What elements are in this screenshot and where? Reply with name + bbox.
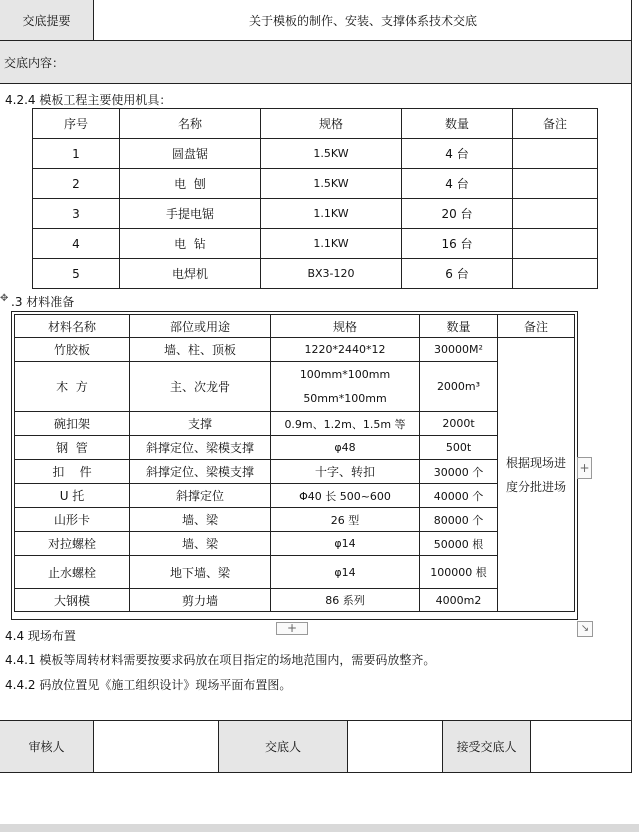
signature-row [0, 720, 632, 773]
cell: 1.5KW [261, 139, 402, 169]
col-header: 规格 [261, 109, 402, 139]
table-row [15, 508, 575, 532]
material-name: 钢 管 [15, 436, 130, 460]
site-heading: 4.4 现场布置 [5, 629, 76, 643]
material-qty: 40000 个 [420, 484, 498, 508]
content-label: 交底内容： [0, 41, 632, 84]
material-spec: φ14 [271, 556, 420, 589]
material-use: 墙、梁 [130, 532, 271, 556]
material-use: 斜撑定位 [130, 484, 271, 508]
reviewer-label: 审核人 [0, 721, 94, 772]
table-row [15, 412, 575, 436]
paragraph-441: 4.4.1 模板等周转材料需要按要求码放在项目指定的场地范围内，需要码放整齐。 [5, 653, 436, 667]
material-qty: 2000m³ [420, 362, 498, 412]
material-spec: Φ40 长 500~600 [271, 484, 420, 508]
material-use: 主、次龙骨 [130, 362, 271, 412]
col-header: 数量 [420, 315, 498, 338]
add-row-icon[interactable]: + [276, 622, 308, 635]
discloser-label: 交底人 [219, 721, 348, 772]
material-qty: 100000 根 [420, 556, 498, 589]
table-move-icon[interactable]: ✥ [0, 293, 9, 304]
material-use: 斜撑定位、梁模支撑 [130, 436, 271, 460]
col-header: 序号 [33, 109, 120, 139]
add-column-icon[interactable]: + [577, 457, 592, 479]
tools-table [32, 108, 598, 289]
cell: 4 [33, 229, 120, 259]
material-qty: 50000 根 [420, 532, 498, 556]
cell: 电 刨 [120, 169, 261, 199]
table-row [33, 229, 598, 259]
table-row [15, 589, 575, 612]
cell [513, 139, 598, 169]
material-spec-line: 50mm*100mm [303, 391, 387, 405]
table-row [15, 338, 575, 362]
table-row [33, 199, 598, 229]
cell: BX3-120 [261, 259, 402, 289]
material-qty: 4000m2 [420, 589, 498, 612]
cell: 6 台 [402, 259, 513, 289]
cell: 2 [33, 169, 120, 199]
header-title: 关于模板的制作、安装、支撑体系技术交底 [248, 13, 477, 28]
cell [513, 229, 598, 259]
discloser-signature-field[interactable] [348, 721, 443, 772]
table-header-row [15, 315, 575, 338]
material-spec: 86 系列 [271, 589, 420, 612]
material-use: 墙、柱、顶板 [130, 338, 271, 362]
col-header: 材料名称 [15, 315, 130, 338]
col-header: 名称 [120, 109, 261, 139]
material-spec [271, 362, 420, 412]
material-qty: 30000 个 [420, 460, 498, 484]
cell: 1 [33, 139, 120, 169]
material-spec: 0.9m、1.2m、1.5m 等 [271, 412, 420, 436]
tools-heading: 4.2.4 模板工程主要使用机具： [5, 93, 172, 107]
cell [513, 169, 598, 199]
table-header-row [33, 109, 598, 139]
material-spec: φ48 [271, 436, 420, 460]
material-remark: 根据现场进度分批进场 [498, 338, 575, 612]
table-row [15, 460, 575, 484]
material-use: 剪力墙 [130, 589, 271, 612]
table-row [15, 484, 575, 508]
receiver-label: 接受交底人 [443, 721, 531, 772]
material-name: 止水螺栓 [15, 556, 130, 589]
col-header: 备注 [498, 315, 575, 338]
material-name: 山形卡 [15, 508, 130, 532]
table-row [33, 169, 598, 199]
table-row [33, 139, 598, 169]
material-spec-line: 100mm*100mm [299, 367, 391, 381]
cell: 电焊机 [120, 259, 261, 289]
table-row [15, 362, 575, 412]
material-name: 木 方 [15, 362, 130, 412]
material-qty: 500t [420, 436, 498, 460]
header-label: 交底提要 [0, 0, 94, 40]
table-row [15, 532, 575, 556]
material-qty: 30000M² [420, 338, 498, 362]
material-name: 竹胶板 [15, 338, 130, 362]
material-qty: 80000 个 [420, 508, 498, 532]
header-row [0, 0, 632, 41]
material-spec: 1220*2440*12 [271, 338, 420, 362]
reviewer-signature-field[interactable] [94, 721, 219, 772]
material-name: 大钢模 [15, 589, 130, 612]
cell: 4 台 [402, 169, 513, 199]
table-row [15, 556, 575, 589]
col-header: 备注 [513, 109, 598, 139]
material-name: 对拉螺栓 [15, 532, 130, 556]
material-spec: 十字、转扣 [271, 460, 420, 484]
cell: 电 钻 [120, 229, 261, 259]
table-row [15, 436, 575, 460]
receiver-signature-field[interactable] [531, 721, 631, 772]
cell: 20 台 [402, 199, 513, 229]
materials-heading: .3 材料准备 [11, 295, 75, 309]
cell: 手提电锯 [120, 199, 261, 229]
cell [513, 259, 598, 289]
material-use: 斜撑定位、梁模支撑 [130, 460, 271, 484]
cell: 1.1KW [261, 229, 402, 259]
cell: 圆盘锯 [120, 139, 261, 169]
materials-table [14, 314, 575, 612]
material-name: 扣 件 [15, 460, 130, 484]
material-use: 墙、梁 [130, 508, 271, 532]
cell: 3 [33, 199, 120, 229]
cell: 16 台 [402, 229, 513, 259]
material-qty: 2000t [420, 412, 498, 436]
cell: 5 [33, 259, 120, 289]
page-bottom-bar [0, 824, 639, 832]
col-header: 数量 [402, 109, 513, 139]
paragraph-442: 4.4.2 码放位置见《施工组织设计》现场平面布置图。 [5, 678, 292, 692]
material-name: 碗扣架 [15, 412, 130, 436]
material-use: 地下墙、梁 [130, 556, 271, 589]
material-spec: φ14 [271, 532, 420, 556]
material-use: 支撑 [130, 412, 271, 436]
material-spec: 26 型 [271, 508, 420, 532]
cell: 1.5KW [261, 169, 402, 199]
col-header: 规格 [271, 315, 420, 338]
cell: 4 台 [402, 139, 513, 169]
resize-table-icon[interactable]: ↘ [577, 621, 593, 637]
col-header: 部位或用途 [130, 315, 271, 338]
material-name: U 托 [15, 484, 130, 508]
cell: 1.1KW [261, 199, 402, 229]
table-row [33, 259, 598, 289]
cell [513, 199, 598, 229]
